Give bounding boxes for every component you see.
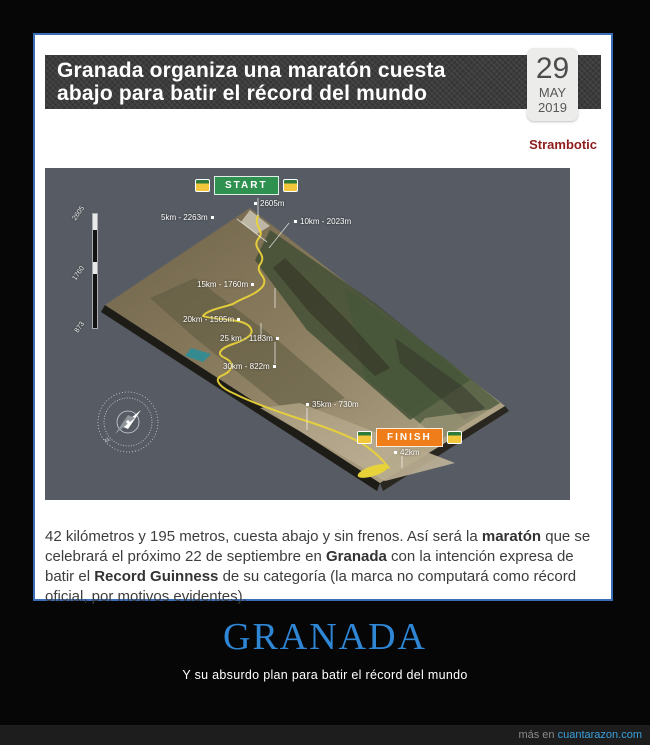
- site-footer: [0, 725, 650, 745]
- start-sign-label: START: [214, 176, 279, 195]
- article-paragraph: 42 kilómetros y 195 metros, cuesta abajo y sin frenos. Así será la maratón que se celebrará el próximo 22 de septiembre en Granada con la intención expresa de batir el Record Guinness de su categoría (la marca no computará como récord oficial, por motivos evidentes).: [45, 528, 591, 605]
- headline-bar: [45, 52, 601, 109]
- scale-label-mid: 1760: [71, 265, 87, 282]
- scale-label-bottom: 873: [73, 320, 87, 335]
- caption-subtitle: Y su absurdo plan para batir el récord del mundo: [182, 668, 468, 682]
- finish-distance-label: 42km: [391, 448, 420, 457]
- waypoint-label-20km: 20km - 1505m: [183, 315, 243, 324]
- waypoint-label-15km: 15km - 1760m: [197, 280, 257, 289]
- start-elevation-label: 2605m: [251, 199, 284, 208]
- route-map-image: [45, 168, 570, 500]
- caption-block: [0, 615, 650, 682]
- waypoint-label-25km: 25 km - 1183m: [220, 334, 282, 343]
- race-logo-icon: [283, 179, 298, 192]
- waypoint-label-10km: 10km - 2023m: [291, 217, 351, 226]
- site-link[interactable]: cuantarazon.com: [557, 729, 642, 741]
- caption-title: GRANADA: [223, 616, 427, 658]
- date-month: MAY: [538, 85, 567, 100]
- waypoint-label-30km: 30km - 822m: [223, 362, 279, 371]
- date-badge: [527, 48, 578, 121]
- waypoint-label-35km: 35km - 730m: [303, 400, 359, 409]
- finish-sign: [357, 428, 462, 447]
- start-sign: [195, 176, 298, 195]
- date-year: 2019: [538, 100, 567, 115]
- date-day: 29: [535, 52, 570, 85]
- footer-prefix: más en: [518, 729, 558, 741]
- race-logo-icon: [195, 179, 210, 192]
- headline-line2: abajo para batir el récord del mundo: [57, 82, 428, 105]
- compass-north-label: N: [104, 437, 112, 445]
- source-label: Strambotic: [529, 137, 597, 152]
- scale-label-top: 2605: [71, 205, 87, 222]
- race-logo-icon: [357, 431, 372, 444]
- race-logo-icon: [447, 431, 462, 444]
- compass-icon: [98, 392, 158, 452]
- content-panel: [33, 33, 613, 605]
- headline-line1: Granada organiza una maratón cuesta: [57, 59, 446, 82]
- elevation-scale-bar: [93, 214, 98, 329]
- waypoint-label-5km: 5km - 2263m: [161, 213, 217, 222]
- finish-sign-label: FINISH: [376, 428, 443, 447]
